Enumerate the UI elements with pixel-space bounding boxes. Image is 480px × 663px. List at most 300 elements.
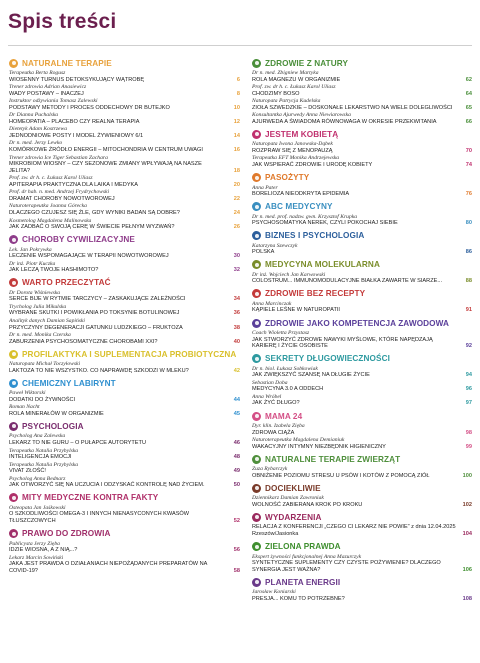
entry-page-number: 102 [462,501,472,508]
entry-text [9,126,224,139]
entry-text [252,155,456,168]
entry-title: ROZPRAW SIĘ Z MENOPAUZĄ [252,147,333,154]
entry-title: BORELIOZA NIEODKRYTA EPIDEMIA [252,191,350,198]
toc-entry[interactable] [252,524,472,537]
entry-page-number: 76 [465,191,472,198]
toc-column-right [252,57,472,605]
entry-text [252,272,456,285]
entry-text [252,70,456,83]
entry-text [252,301,456,314]
toc-section [252,128,472,168]
section-header [9,377,240,389]
entry-page-number: 14 [233,132,240,139]
toc-section [252,230,472,256]
section-title: SEKRETY DŁUGOWIECZNOŚCI [265,354,390,364]
entry-author: Trycholog Julia Mikulska [9,303,67,310]
entry-text [252,112,456,125]
entry-author: Prof. dr hab. n. med. Andrzej Frydrychowski [9,189,110,196]
entry-page-number: 44 [233,396,240,403]
entry-text [252,394,456,407]
entry-title: KĄPIELE LEŚNE W NATUROPATII [252,307,340,314]
entry-title: ZIOŁA SZWEDZKIE – DOSKONAŁE LEKARSTWO NA WIELE DOLEGLIWOŚCI [252,104,453,111]
entry-author: Dr inż. Wojciech Jan Karwowski [252,271,326,278]
toc-entry[interactable] [252,301,472,314]
section-header [252,201,472,213]
entry-page-number: 70 [465,147,472,154]
toc-section [252,259,472,285]
entry-author: Dr n. med. Zbigniew Martyka [252,70,319,76]
entry-text [9,140,224,153]
section-header [9,420,240,432]
toc-entry[interactable] [9,247,240,260]
entry-page-number: 96 [465,386,472,393]
entry-page-number: 8 [236,90,240,97]
toc-section [252,201,472,227]
entry-text [9,433,224,446]
toc-section [9,528,240,575]
toc-entry[interactable] [252,330,472,350]
entry-author: Paweł Wiktorski [9,390,46,397]
section-bullet-icon [252,59,261,68]
entry-title: RELACJA Z KONFERENCJI „CZEGO CI LEKARZ NIE POWIE” z dnia 12.04.2025 Rzeszów/Jasionka [252,524,456,537]
entry-title: APITERAPIA PRAKTYCZNA DLA LAIKA I MEDYKA [9,181,139,188]
entry-title: KOMÓRKOWE ŹRÓDŁO ENERGII – MITOCHONDRIA W CENTRUM UWAGI [9,146,203,153]
toc-entry[interactable] [9,462,240,475]
entry-text [252,214,456,227]
entry-author: Terapeutka Berta Rogusz [9,70,66,76]
entry-text [9,189,224,202]
entry-page-number: 92 [465,343,472,350]
toc-entry[interactable] [9,203,240,216]
entry-text [252,243,456,256]
toc-section [9,234,240,274]
toc-entry[interactable] [9,218,240,231]
entry-title: JAKA JEST PRAWDA O DZIAŁANIACH NIEPOŻĄDANYCH PREPARATÓW NA COVID-19? [9,561,208,574]
toc-entry[interactable] [252,98,472,111]
section-title: MAMA 24 [265,411,303,421]
entry-text [9,555,224,575]
section-header [252,128,472,140]
section-title: MITY MEDYCZNE KONTRA FAKTY [22,493,159,503]
entry-title: ROLA MINERAŁÓW W ORGANIZMIE [9,410,104,417]
entry-text [252,185,456,198]
entry-author: Dr n. med. Monika Czerska [9,332,71,339]
entry-text [9,318,224,331]
toc-entry[interactable] [9,140,240,153]
section-bullet-icon [252,319,261,328]
entry-text [252,466,456,479]
section-bullet-icon [252,354,261,363]
entry-text [9,261,224,274]
section-bullet-icon [252,484,261,493]
toc-entry[interactable] [9,318,240,331]
entry-page-number: 38 [233,324,240,331]
entry-title: MIKROBIOM WIOSNY – CZY SEZONOWE ZMIANY WPŁYWAJĄ NA NASZE JELITA? [9,161,202,174]
entry-text [9,84,224,97]
entry-author: Naturopata Michał Toczyłowski [9,361,81,368]
entry-title: ROLA MAGNEZU W ORGANIZMIE [252,76,341,83]
entry-author: Terapeutka EFT Monika Andrzejewska [252,155,340,162]
entry-text [252,554,456,574]
entry-page-number: 42 [233,367,240,374]
toc-section [252,541,472,574]
entry-author: Naturoterapeutka Joanna Górecka [9,203,87,210]
entry-title: IDZIE WIOSNA, A Z NIĄ...? [9,547,78,554]
toc-entry[interactable] [252,366,472,379]
entry-author: Naturopata Iwona Janowska-Dąbek [252,141,333,148]
section-bullet-icon [9,529,18,538]
entry-author: Sebastian Doba [252,379,288,386]
section-header [252,57,472,69]
entry-text [9,70,224,83]
entry-title: WAKACYJNY INTYMNY NIEZBĘDNIK HIGIENICZNY [252,443,386,450]
toc-entry[interactable] [9,505,240,525]
entry-text [252,495,456,508]
entry-title: CHODZIMY BOSO [252,90,300,97]
entry-text [9,304,224,317]
section-title: ZDROWIE BEZ RECEPTY [265,289,366,299]
entry-text [252,141,456,154]
section-title: ABC MEDYCYNY [265,202,333,212]
section-header [9,234,240,246]
section-header [252,353,472,365]
entry-title: INTELIGENCJA EMOCJI [9,454,72,461]
entry-author: Coach Wioletta Przystasz [252,330,310,337]
entry-title: WYBRANE SKUTKI I POWIKŁANIA PO TOKSYNIE BOTULINOWEJ [9,310,180,317]
section-title: MEDYCYNA MOLEKULARNA [265,260,380,270]
entry-title: O SZKODLIWOŚCI OMEGA-3 I INNYCH NIENASYCONYCH KWASÓW TŁUSZCZOWYCH [9,511,190,524]
entry-text [9,541,224,554]
toc-entry[interactable] [9,304,240,317]
entry-page-number: 66 [465,118,472,125]
section-header [252,172,472,184]
toc-entry[interactable] [252,155,472,168]
section-bullet-icon [252,578,261,587]
entry-page-number: 34 [233,296,240,303]
section-header [252,576,472,588]
entry-title: WOLNOŚĆ ZABIERANA KROK PO KROKU [252,501,363,508]
entry-author: Instruktor odżywiania Tomasz Zalewski [9,98,98,105]
toc-entry[interactable] [252,185,472,198]
entry-text [252,524,456,537]
entry-text [9,218,224,231]
section-title: PROFILAKTYKA I SUPLEMENTACJA PROBIOTYCZNA [22,349,237,359]
entry-page-number: 99 [465,443,472,450]
entry-page-number: 104 [462,530,472,537]
entry-text [252,84,456,97]
section-bullet-icon [252,412,261,421]
section-bullet-icon [252,513,261,522]
entry-page-number: 6 [236,76,240,83]
entry-author: Lekarz Marcin Sowiński [9,554,64,561]
section-bullet-icon [9,235,18,244]
entry-title: HOMEOPATIA – PLACEBO CZY REALNA TERAPIA [9,118,140,125]
entry-text [252,589,456,602]
entry-author: Anna Pater [252,184,278,191]
entry-title: VIVAT ZŁOŚĆ! [9,468,46,475]
entry-text [9,404,224,417]
toc-section [9,348,240,374]
toc-entry[interactable] [252,466,472,479]
entry-author: Dietetyk Adam Kostrzewa [9,126,68,133]
toc-entry[interactable] [252,589,472,602]
toc-section [9,420,240,488]
toc-entry[interactable] [252,214,472,227]
toc-section [252,288,472,314]
entry-page-number: 56 [233,547,240,554]
section-header [252,410,472,422]
section-title: NATURALNE TERAPIE [22,58,112,68]
toc-entry[interactable] [9,261,240,274]
entry-author: Dziennikarz Damian Zawroniak [252,495,324,502]
entry-text [9,203,224,216]
section-title: ZDROWIE JAKO KOMPETENCJA ZAWODOWA [265,318,450,328]
entry-title: AJURWEDA A ŚWIADOMA RÓWNOWAGA W OKRESIE PRZEKWITANIA [252,118,437,125]
entry-title: JEDNODNIOWE POSTY I MODEL ŻYWIENIOWY 6/1 [9,132,144,139]
entry-title: SERCE BIJE W RYTMIE TARCZYCY – ZASKAKUJĄCE ZALEŻNOŚCI [9,296,186,303]
entry-author: Publicysta Jerzy Zięba [9,540,60,547]
section-header [9,277,240,289]
section-header [252,541,472,553]
toc-entry[interactable] [9,332,240,345]
entry-author: Psycholog Anna Bednarz [9,475,66,482]
section-header [252,482,472,494]
entry-page-number: 100 [462,472,472,479]
section-title: PASOŻYTY [265,173,310,183]
entry-page-number: 32 [233,267,240,274]
toc-entry[interactable] [9,555,240,575]
entry-page-number: 74 [465,161,472,168]
entry-title: JAK OTWORZYĆ SIĘ NA UCZUCIA I ODZYSKAĆ KONTROLĘ NAD ŻYCIEM. [9,482,205,489]
entry-text [9,505,224,525]
entry-text [9,247,224,260]
entry-page-number: 18 [233,167,240,174]
section-bullet-icon [9,493,18,502]
entry-author: Lek. Jan Pokrywka [9,246,52,253]
toc-section [9,277,240,345]
entry-text [9,98,224,111]
entry-page-number: 45 [233,410,240,417]
toc-entry[interactable] [252,554,472,574]
entry-title: ZABURZENIA PSYCHOSOMATYCZNE CHOROBAMI XXI? [9,338,158,345]
toc-section [9,492,240,525]
toc-entry[interactable] [9,70,240,83]
section-title: CHOROBY CYWILIZACYJNE [22,235,135,245]
entry-author: Naturoterapeutka Magdalena Demianiuk [252,437,345,444]
entry-title: OBNIŻENIE POZIOMU STRESU U PSÓW I KOTÓW Z POMOCĄ ZIÓŁ [252,472,430,479]
toc-section [252,317,472,350]
entry-text [9,448,224,461]
toc-entry[interactable] [9,290,240,303]
section-header [252,453,472,465]
entry-author: Anna Wróbel [252,393,282,400]
entry-page-number: 106 [462,566,472,573]
entry-page-number: 30 [233,253,240,260]
section-title: JESTEM KOBIETĄ [265,129,339,139]
section-title: CHEMICZNY LABIRYNT [22,378,116,388]
section-title: PRAWO DO ZDROWIA [22,529,111,539]
toc-section [9,377,240,417]
entry-title: COLOSTRUM... IMMUNOMODULACYJNE BIAŁKA ZAWARTE W SIARZE... [252,278,443,285]
toc-entry[interactable] [252,437,472,450]
toc-entry[interactable] [9,189,240,202]
toc-entry[interactable] [252,243,472,256]
entry-author: Analityk danych Damian Sapiński [9,318,85,324]
toc-section [252,353,472,407]
toc-entry[interactable] [9,84,240,97]
entry-text [9,476,224,489]
toc-entry[interactable] [252,394,472,407]
section-title: WYDARZENIA [265,512,322,522]
toc-entry[interactable] [9,126,240,139]
toc-entry[interactable] [252,380,472,393]
section-bullet-icon [252,289,261,298]
section-bullet-icon [9,379,18,388]
section-title: ZIELONA PRAWDA [265,542,341,552]
section-bullet-icon [252,455,261,464]
entry-title: ZDROWA CIĄŻA [252,429,295,436]
entry-page-number: 62 [465,76,472,83]
entry-text [252,98,456,111]
entry-author: Zuza Rybarczyk [252,466,288,473]
section-bullet-icon [252,202,261,211]
entry-page-number: 91 [465,307,472,314]
section-bullet-icon [252,260,261,269]
toc-entry[interactable] [252,70,472,83]
entry-author: Dr n. biol. Łukasz Sobkowiak [252,365,318,372]
toc-entry[interactable] [252,495,472,508]
entry-author: Konsultantka Ajurwedy Anna Niewiarowska [252,112,351,119]
entry-title: PRZYCZYNY DEGENERACJI GATUNKU LUDZKIEGO – FRUKTOZA [9,324,183,331]
section-bullet-icon [9,350,18,359]
entry-page-number: 88 [465,278,472,285]
entry-author: Trener zdrowia Ice Tiger Sebastian Zachara [9,154,108,161]
entry-page-number: 36 [233,310,240,317]
entry-page-number: 64 [465,90,472,97]
section-header [252,230,472,242]
entry-page-number: 65 [465,104,472,111]
entry-page-number: 26 [233,224,240,231]
entry-title: MEDYCYNA 3.0 A ODDECH [252,386,324,393]
entry-title: WADY POSTAWY – INACZEJ [9,90,84,97]
toc-entry[interactable] [252,112,472,125]
entry-author: Roman Nacht [9,404,40,411]
entry-author: Naturopata Patrycja Kudelska [252,98,321,105]
section-header [252,511,472,523]
entry-author: Psycholog Ana Zalewska [9,433,66,440]
entry-title: DODATKI DO ŻYWNOŚCI [9,396,76,403]
entry-title: JAK ZWIĘKSZYĆ SZANSĘ NA DŁUGIE ŻYCIE [252,372,370,379]
entry-text [252,437,456,450]
section-header [252,317,472,329]
page-title: Spis treści [8,10,117,33]
entry-title: LEKARZ TO NIE GURU – O PUŁAPCE AUTORYTETU [9,439,146,446]
section-header [9,57,240,69]
section-header [9,492,240,504]
entry-title: JAK WSPIERAĆ ZDROWIE I URODĘ KOBIETY [252,161,373,168]
toc-entry[interactable] [9,541,240,554]
entry-text [9,290,224,303]
toc-entry[interactable] [9,112,240,125]
entry-text [9,361,224,374]
entry-page-number: 52 [233,517,240,524]
entry-title: WIOSENNY TURNUS DETOKSYKUJĄCY WĄTROBĘ [9,76,145,83]
entry-author: Anna Marcinczak [252,300,292,307]
entry-author: Prof. zw. dr h. c. Łukasz Karol Uliasz [9,175,93,182]
entry-title: DLACZEGO CZUJESZ SIĘ ŹLE, GDY WYNIKI BADAN SĄ DOBRE? [9,209,180,216]
entry-title: JAK ZADBAĆ O SWOJĄ CERĘ W ŚWIECIE PEŁNYM WYZWAŃ? [9,224,175,231]
entry-author: Ekspert żywności funkcjonalnej Anna Mazurczyk [252,553,362,560]
entry-page-number: 98 [465,429,472,436]
entry-text [9,155,224,175]
section-bullet-icon [9,278,18,287]
section-title: NATURALNE TERAPIE ZWIERZĄT [265,454,401,464]
toc-entry[interactable] [252,423,472,436]
toc-entry[interactable] [9,98,240,111]
toc-section [252,410,472,450]
section-bullet-icon [252,130,261,139]
section-bullet-icon [252,231,261,240]
entry-page-number: 80 [465,220,472,227]
toc-section [252,482,472,508]
toc-entry[interactable] [252,84,472,97]
entry-title: LAKTOZA TO NIE WSZYSTKO. CO NAPRAWDĘ SZKODZI W MLEKU? [9,367,189,374]
entry-title: PRESJA... KOMU TO POTRZEBNE? [252,595,345,602]
toc-entry[interactable] [9,476,240,489]
entry-author: Terapeutka Natalia Przybylska [9,447,79,454]
toc-entry[interactable] [9,404,240,417]
toc-entry[interactable] [9,155,240,175]
entry-page-number: 50 [233,482,240,489]
toc-column-left [9,57,240,577]
toc-entry[interactable] [252,141,472,154]
toc-section [252,172,472,198]
entry-page-number: 58 [233,567,240,574]
section-title: PLANETA ENERGII [265,577,341,587]
entry-page-number: 10 [233,104,240,111]
entry-author: Trener zdrowia Adrian Anasiewicz [9,84,87,91]
section-title: DOCIEKLIWIE [265,483,321,493]
section-title: PSYCHOLOGIA [22,421,84,431]
toc-entry[interactable] [252,272,472,285]
section-header [252,259,472,271]
entry-author: Dr Dorota Wiśniewska [9,289,61,296]
section-bullet-icon [9,422,18,431]
entry-title: DRAMAT CHOROBY NOWOTWOROWEJ [9,195,115,202]
entry-text [9,390,224,403]
entry-title: PSYCHOSOMATYKA NEREK, CZYLI POKOCHAJ SIEBIE [252,220,398,227]
entry-page-number: 12 [233,118,240,125]
section-bullet-icon [252,542,261,551]
toc-entry[interactable] [9,433,240,446]
toc-entry[interactable] [9,448,240,461]
entry-title: JAK ŻYĆ DŁUGO? [252,400,300,407]
section-bullet-icon [252,173,261,182]
toc-entry[interactable] [9,175,240,188]
entry-author: Katarzyna Szewczyk [252,242,298,249]
entry-text [252,423,456,436]
section-header [9,348,240,360]
toc-section [252,57,472,125]
entry-title: PODSTAWY METODY I PROCES ODDECHOWY DR BUTEJKO [9,104,170,111]
entry-page-number: 20 [233,181,240,188]
entry-author: Osteopata Jan Jaśkowski [9,504,66,511]
toc-entry[interactable] [9,390,240,403]
entry-title: SYNTETYCZNE SUPLEMENTY CZY CZYSTE POŻYWIENIE? DLACZEGO SYNERGIA JEST WAŻNA? [252,560,441,573]
entry-text [252,330,456,350]
toc-entry[interactable] [9,361,240,374]
entry-author: Dr Dianna Puchalska [9,112,59,119]
